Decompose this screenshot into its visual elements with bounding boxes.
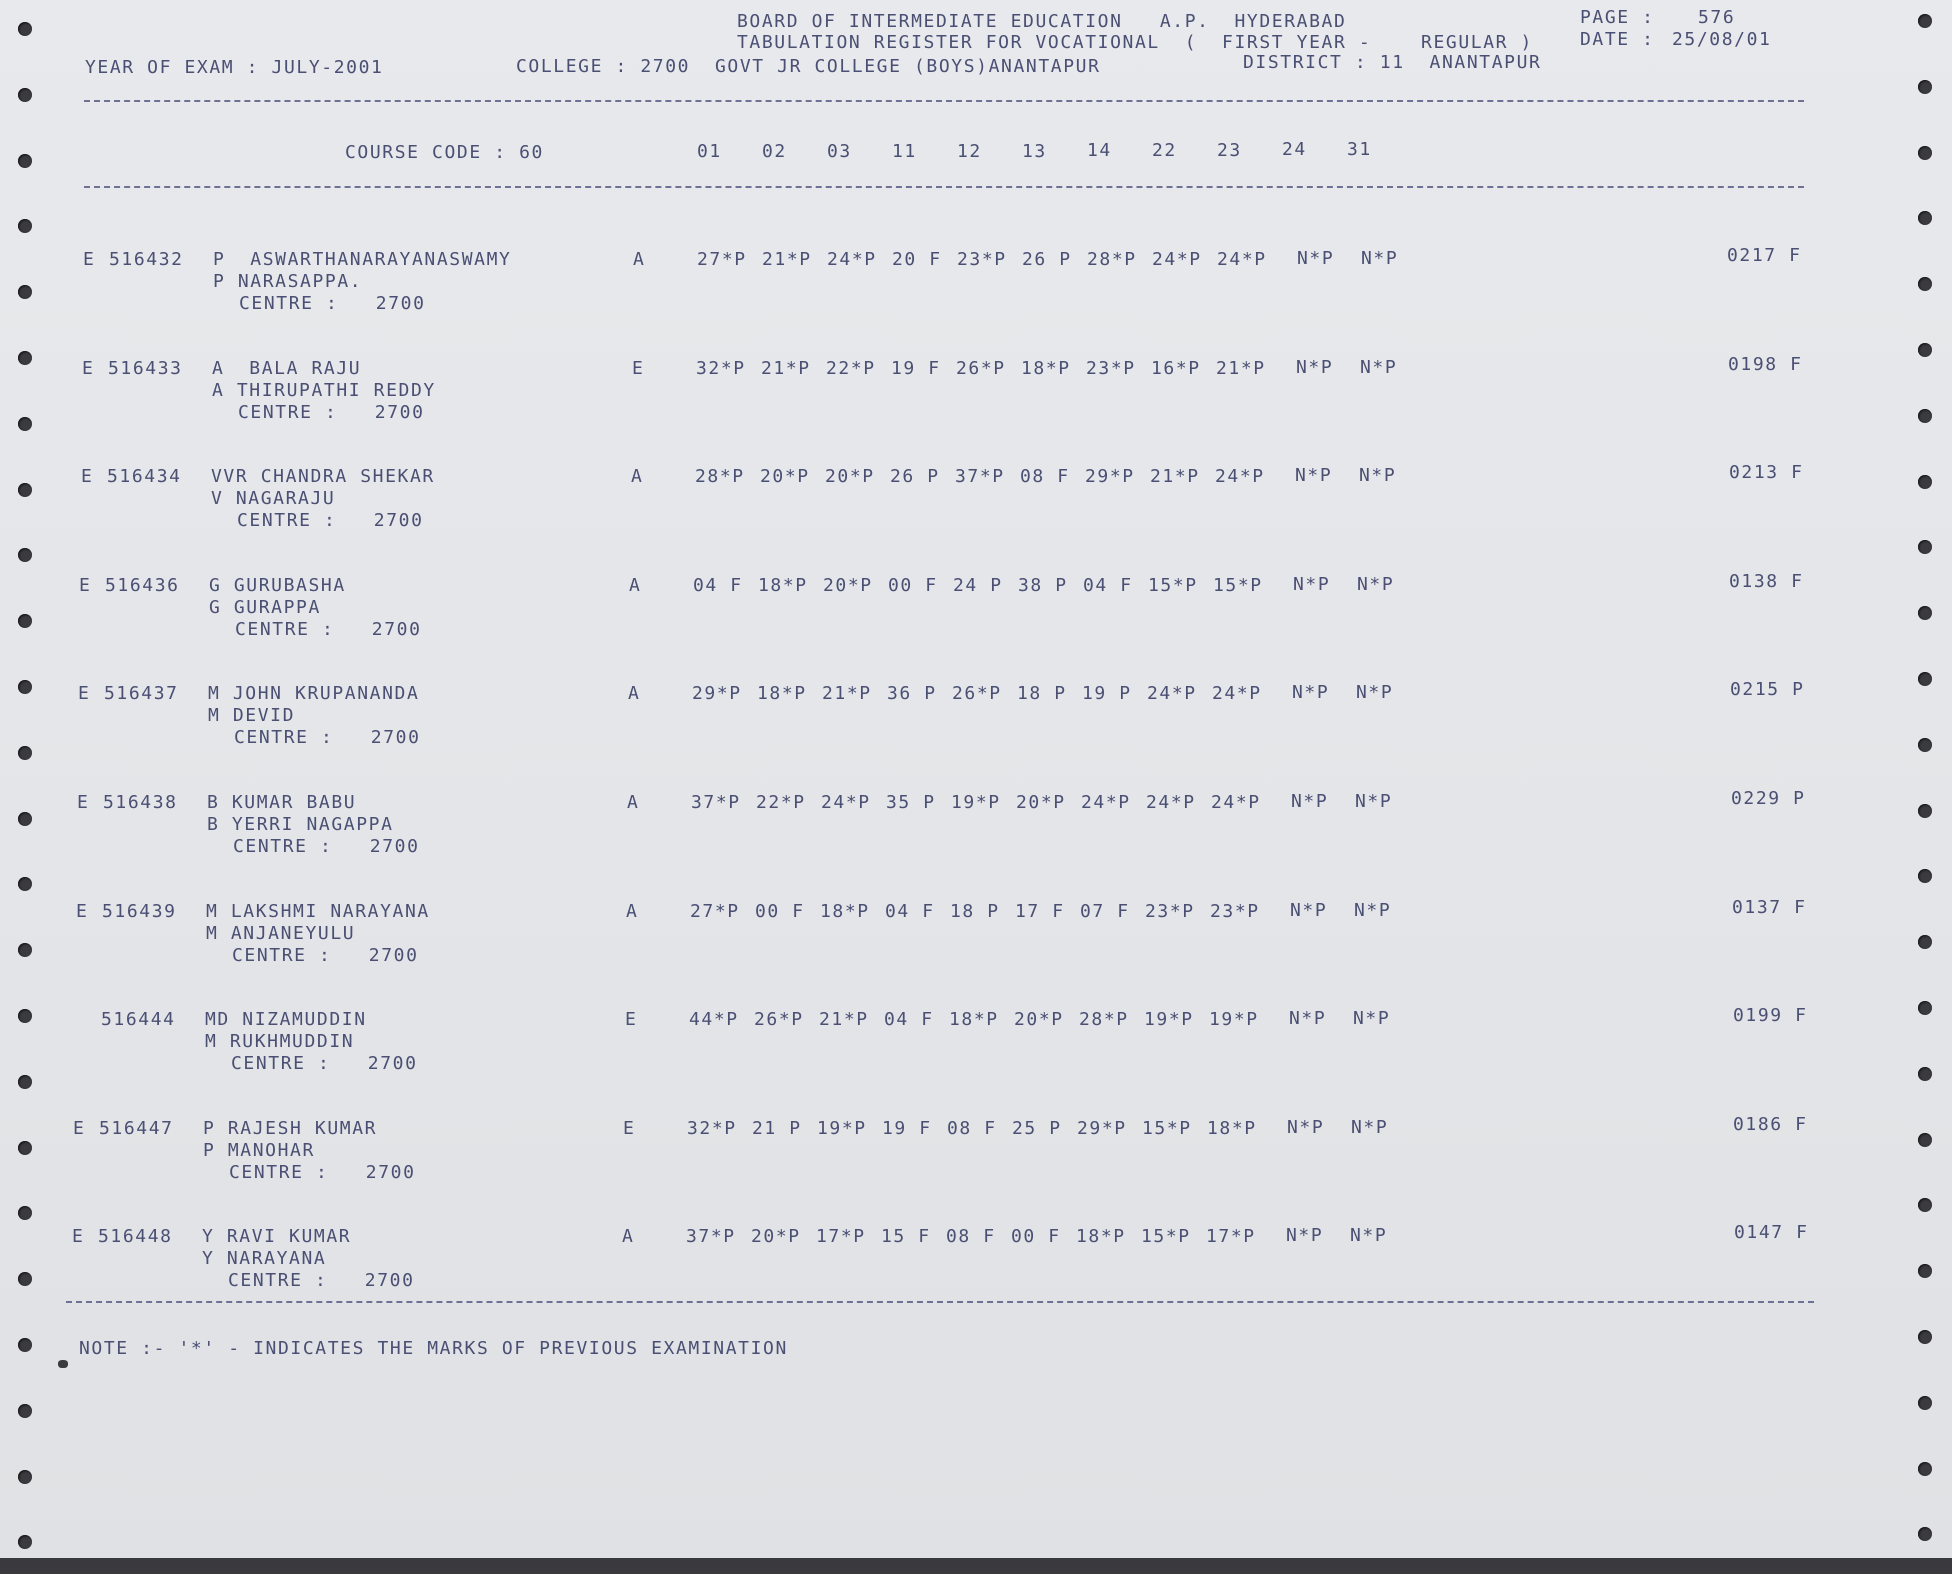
total-result: 0186 F [1733,1114,1808,1135]
subject-mark: N*P [1353,1008,1391,1029]
subject-mark: 20*P [1014,1009,1064,1030]
total-result: 0198 F [1728,354,1803,375]
subject-mark: N*P [1293,574,1331,595]
subject-mark: 04 F [693,575,743,596]
feed-hole [18,88,32,102]
subject-mark: 36 P [887,683,937,704]
subject-mark: 21*P [822,683,872,704]
feed-hole [1918,1133,1932,1147]
centre-code: CENTRE : 2700 [228,1270,415,1291]
subject-code: 31 [1347,139,1372,160]
medium: E [623,1118,636,1139]
feed-hole [1918,1001,1932,1015]
scanner-edge [0,1558,1952,1574]
feed-hole [1918,277,1932,291]
feed-hole [18,1470,32,1484]
subject-mark: 26*P [952,683,1002,704]
feed-hole [18,351,32,365]
subject-mark: 28*P [1087,249,1137,270]
roll-number: 516444 [101,1009,176,1030]
roll-number: 516436 [105,575,180,596]
roll-number: 516439 [102,901,177,922]
father-name: V NAGARAJU [211,488,336,509]
feed-hole [18,680,32,694]
subject-mark: 44*P [689,1009,739,1030]
subject-mark: 19*P [951,792,1001,813]
subject-mark: N*P [1290,900,1328,921]
feed-hole [1918,1067,1932,1081]
subject-mark: 25 P [1012,1118,1062,1139]
medium: E [632,358,645,379]
feed-hole [18,1272,32,1286]
father-name: M DEVID [208,705,296,726]
total-result: 0137 F [1732,897,1807,918]
feed-hole [18,1404,32,1418]
subject-mark: 24*P [1211,792,1261,813]
subject-mark: N*P [1355,791,1393,812]
subject-mark: 18*P [757,683,807,704]
medium: A [628,683,641,704]
subject-mark: 26*P [754,1009,804,1030]
candidate-name: M JOHN KRUPANANDA [208,683,420,704]
total-result: 0229 P [1731,788,1806,809]
subject-code: 24 [1282,139,1307,160]
feed-hole [18,548,32,562]
feed-hole [1918,869,1932,883]
subject-code: 23 [1217,140,1242,161]
subject-mark: 35 P [886,792,936,813]
subject-mark: 24*P [1215,466,1265,487]
feed-hole [18,614,32,628]
candidate-name: G GURUBASHA [209,575,346,596]
candidate-name: B KUMAR BABU [207,792,357,813]
subject-mark: 00 F [755,901,805,922]
subject-mark: N*P [1289,1008,1327,1029]
subject-mark: N*P [1361,248,1399,269]
register-prefix: E [78,683,91,704]
subject-mark: 20*P [825,466,875,487]
page-label: PAGE : [1580,7,1655,28]
subject-mark: N*P [1354,900,1392,921]
subject-mark: 20*P [823,575,873,596]
candidate-name: P ASWARTHANARAYANASWAMY [213,249,512,270]
subject-mark: 19 F [891,358,941,379]
subject-mark: 20*P [751,1226,801,1247]
register-line: TABULATION REGISTER FOR VOCATIONAL ( FIRST YEAR - REGULAR ) [737,32,1533,53]
feed-hole [18,812,32,826]
subject-mark: 19*P [817,1118,867,1139]
college-line: COLLEGE : 2700 GOVT JR COLLEGE (BOYS)ANANTAPUR [516,56,1101,77]
subject-mark: 26 P [890,466,940,487]
centre-code: CENTRE : 2700 [237,510,424,531]
subject-code: 14 [1087,140,1112,161]
subject-mark: 19 P [1082,683,1132,704]
total-result: 0147 F [1734,1222,1809,1243]
subject-code: 13 [1022,141,1047,162]
subject-mark: 18*P [1076,1226,1126,1247]
subject-mark: N*P [1356,682,1394,703]
subject-mark: N*P [1360,357,1398,378]
register-prefix: E [79,575,92,596]
father-name: P NARASAPPA. [213,271,363,292]
medium: A [629,575,642,596]
subject-mark: 24*P [1147,683,1197,704]
feed-hole [18,219,32,233]
feed-hole [1918,343,1932,357]
roll-number: 516448 [98,1226,173,1247]
subject-mark: 20*P [760,466,810,487]
subject-mark: 24*P [827,249,877,270]
subject-mark: N*P [1351,1117,1389,1138]
roll-number: 516437 [104,683,179,704]
roll-number: 516438 [103,792,178,813]
subject-mark: 15*P [1141,1226,1191,1247]
subject-mark: 29*P [1085,466,1135,487]
feed-hole [18,417,32,431]
candidate-name: P RAJESH KUMAR [203,1118,378,1139]
subject-mark: 08 F [946,1226,996,1247]
subject-mark: 29*P [1077,1118,1127,1139]
feed-hole [18,1535,32,1549]
subject-mark: 04 F [1083,575,1133,596]
subject-mark: 15*P [1213,575,1263,596]
feed-hole [1918,409,1932,423]
register-prefix: E [76,901,89,922]
subject-mark: 23*P [1210,901,1260,922]
subject-mark: 32*P [696,358,746,379]
separator-top [84,100,1804,102]
total-result: 0213 F [1729,462,1804,483]
subject-mark: 24*P [1212,683,1262,704]
subject-mark: 37*P [686,1226,736,1247]
subject-mark: 20 F [892,249,942,270]
father-name: M ANJANEYULU [206,923,356,944]
subject-mark: 20*P [1016,792,1066,813]
subject-mark: 21 P [752,1118,802,1139]
course-code: COURSE CODE : 60 [345,142,544,163]
subject-mark: 00 F [1011,1226,1061,1247]
father-name: G GURAPPA [209,597,321,618]
subject-mark: 17*P [816,1226,866,1247]
subject-mark: 19*P [1144,1009,1194,1030]
feed-hole [1918,804,1932,818]
centre-code: CENTRE : 2700 [234,727,421,748]
subject-mark: 15*P [1142,1118,1192,1139]
subject-mark: 21*P [761,358,811,379]
candidate-name: Y RAVI KUMAR [202,1226,352,1247]
subject-mark: 19*P [1209,1009,1259,1030]
total-result: 0138 F [1729,571,1804,592]
subject-mark: 21*P [1150,466,1200,487]
subject-mark: 28*P [1079,1009,1129,1030]
register-prefix: E [81,466,94,487]
register-prefix: E [72,1226,85,1247]
roll-number: 516432 [109,249,184,270]
subject-mark: 26 P [1022,249,1072,270]
subject-code: 12 [957,141,982,162]
subject-mark: 23*P [1086,358,1136,379]
subject-mark: 21*P [1216,358,1266,379]
subject-mark: 18*P [949,1009,999,1030]
feed-hole [1918,80,1932,94]
feed-hole [1918,540,1932,554]
father-name: P MANOHAR [203,1140,315,1161]
subject-mark: 18*P [820,901,870,922]
subject-mark: N*P [1295,465,1333,486]
medium: A [627,792,640,813]
year-of-exam: YEAR OF EXAM : JULY-2001 [85,57,384,78]
register-prefix: E [77,792,90,813]
footnote: NOTE :- '*' - INDICATES THE MARKS OF PREVIOUS EXAMINATION [79,1338,788,1359]
subject-mark: 04 F [884,1009,934,1030]
subject-mark: 24 P [953,575,1003,596]
subject-mark: 18 P [1017,683,1067,704]
subject-mark: N*P [1296,357,1334,378]
subject-mark: N*P [1286,1225,1324,1246]
father-name: Y NARAYANA [202,1248,327,1269]
feed-hole [1918,1396,1932,1410]
page-number: 576 [1698,7,1736,28]
subject-code: 03 [827,141,852,162]
feed-hole [18,22,32,36]
father-name: M RUKHMUDDIN [205,1031,355,1052]
feed-hole [1918,475,1932,489]
subject-mark: N*P [1359,465,1397,486]
centre-code: CENTRE : 2700 [235,619,422,640]
feed-hole [1918,14,1932,28]
date-label: DATE : [1580,29,1655,50]
feed-hole [18,285,32,299]
medium: A [622,1226,635,1247]
register-prefix: E [82,358,95,379]
subject-mark: 22*P [756,792,806,813]
subject-mark: N*P [1357,574,1395,595]
board-line: BOARD OF INTERMEDIATE EDUCATION A.P. HYDERABAD [737,11,1347,32]
subject-mark: 24*P [1217,249,1267,270]
centre-code: CENTRE : 2700 [229,1162,416,1183]
subject-mark: 08 F [947,1118,997,1139]
subject-mark: 16*P [1151,358,1201,379]
subject-mark: 22*P [826,358,876,379]
subject-mark: N*P [1297,248,1335,269]
subject-mark: 04 F [885,901,935,922]
feed-hole [18,1141,32,1155]
subject-mark: 15*P [1148,575,1198,596]
feed-hole [1918,935,1932,949]
candidate-name: M LAKSHMI NARAYANA [206,901,430,922]
subject-code: 02 [762,141,787,162]
subject-mark: 28*P [695,466,745,487]
subject-mark: 23*P [957,249,1007,270]
candidate-name: MD NIZAMUDDIN [205,1009,367,1030]
feed-hole [1918,1330,1932,1344]
roll-number: 516447 [99,1118,174,1139]
total-result: 0199 F [1733,1005,1808,1026]
register-prefix: E [83,249,96,270]
subject-mark: 18*P [758,575,808,596]
feed-hole [1918,1198,1932,1212]
subject-mark: N*P [1292,682,1330,703]
subject-mark: 38 P [1018,575,1068,596]
medium: E [625,1009,638,1030]
feed-hole [18,1075,32,1089]
subject-mark: 24*P [1152,249,1202,270]
feed-hole [18,1338,32,1352]
subject-mark: 18*P [1207,1118,1257,1139]
subject-mark: 15 F [881,1226,931,1247]
subject-mark: 26*P [956,358,1006,379]
subject-mark: N*P [1287,1117,1325,1138]
feed-hole [1918,146,1932,160]
subject-mark: N*P [1350,1225,1388,1246]
subject-mark: 18 P [950,901,1000,922]
subject-mark: 18*P [1021,358,1071,379]
separator-bottom [66,1301,1814,1303]
subject-mark: 17*P [1206,1226,1256,1247]
medium: A [633,249,646,270]
print-date: 25/08/01 [1672,29,1772,50]
feed-hole [1918,606,1932,620]
subject-mark: 32*P [687,1118,737,1139]
feed-hole [18,746,32,760]
candidate-name: A BALA RAJU [212,358,362,379]
separator-header [84,186,1804,188]
feed-hole [1918,738,1932,752]
subject-mark: 08 F [1020,466,1070,487]
register-prefix: E [73,1118,86,1139]
feed-hole [18,483,32,497]
district-line: DISTRICT : 11 ANANTAPUR [1243,52,1542,73]
father-name: B YERRI NAGAPPA [207,814,394,835]
subject-mark: 37*P [691,792,741,813]
total-result: 0215 P [1730,679,1805,700]
note-bullet [58,1360,68,1368]
feed-hole [1918,1527,1932,1541]
centre-code: CENTRE : 2700 [231,1053,418,1074]
subject-mark: 29*P [692,683,742,704]
centre-code: CENTRE : 2700 [233,836,420,857]
centre-code: CENTRE : 2700 [232,945,419,966]
subject-mark: 27*P [690,901,740,922]
feed-hole [18,943,32,957]
subject-mark: 23*P [1145,901,1195,922]
medium: A [631,466,644,487]
subject-mark: 19 F [882,1118,932,1139]
subject-mark: 24*P [1081,792,1131,813]
roll-number: 516434 [107,466,182,487]
subject-mark: 24*P [1146,792,1196,813]
subject-mark: 27*P [697,249,747,270]
feed-hole [18,877,32,891]
total-result: 0217 F [1727,245,1802,266]
feed-hole [1918,1462,1932,1476]
feed-hole [18,154,32,168]
feed-hole [1918,1264,1932,1278]
feed-hole [1918,211,1932,225]
subject-mark: 00 F [888,575,938,596]
subject-mark: 37*P [955,466,1005,487]
subject-mark: 07 F [1080,901,1130,922]
medium: A [626,901,639,922]
father-name: A THIRUPATHI REDDY [212,380,436,401]
subject-mark: 21*P [819,1009,869,1030]
subject-code: 22 [1152,140,1177,161]
feed-hole [18,1206,32,1220]
subject-mark: 24*P [821,792,871,813]
subject-code: 11 [892,141,917,162]
subject-mark: 21*P [762,249,812,270]
feed-hole [18,1009,32,1023]
roll-number: 516433 [108,358,183,379]
candidate-name: VVR CHANDRA SHEKAR [211,466,435,487]
feed-hole [1918,672,1932,686]
subject-mark: N*P [1291,791,1329,812]
centre-code: CENTRE : 2700 [238,402,425,423]
subject-code: 01 [697,141,722,162]
subject-mark: 17 F [1015,901,1065,922]
centre-code: CENTRE : 2700 [239,293,426,314]
